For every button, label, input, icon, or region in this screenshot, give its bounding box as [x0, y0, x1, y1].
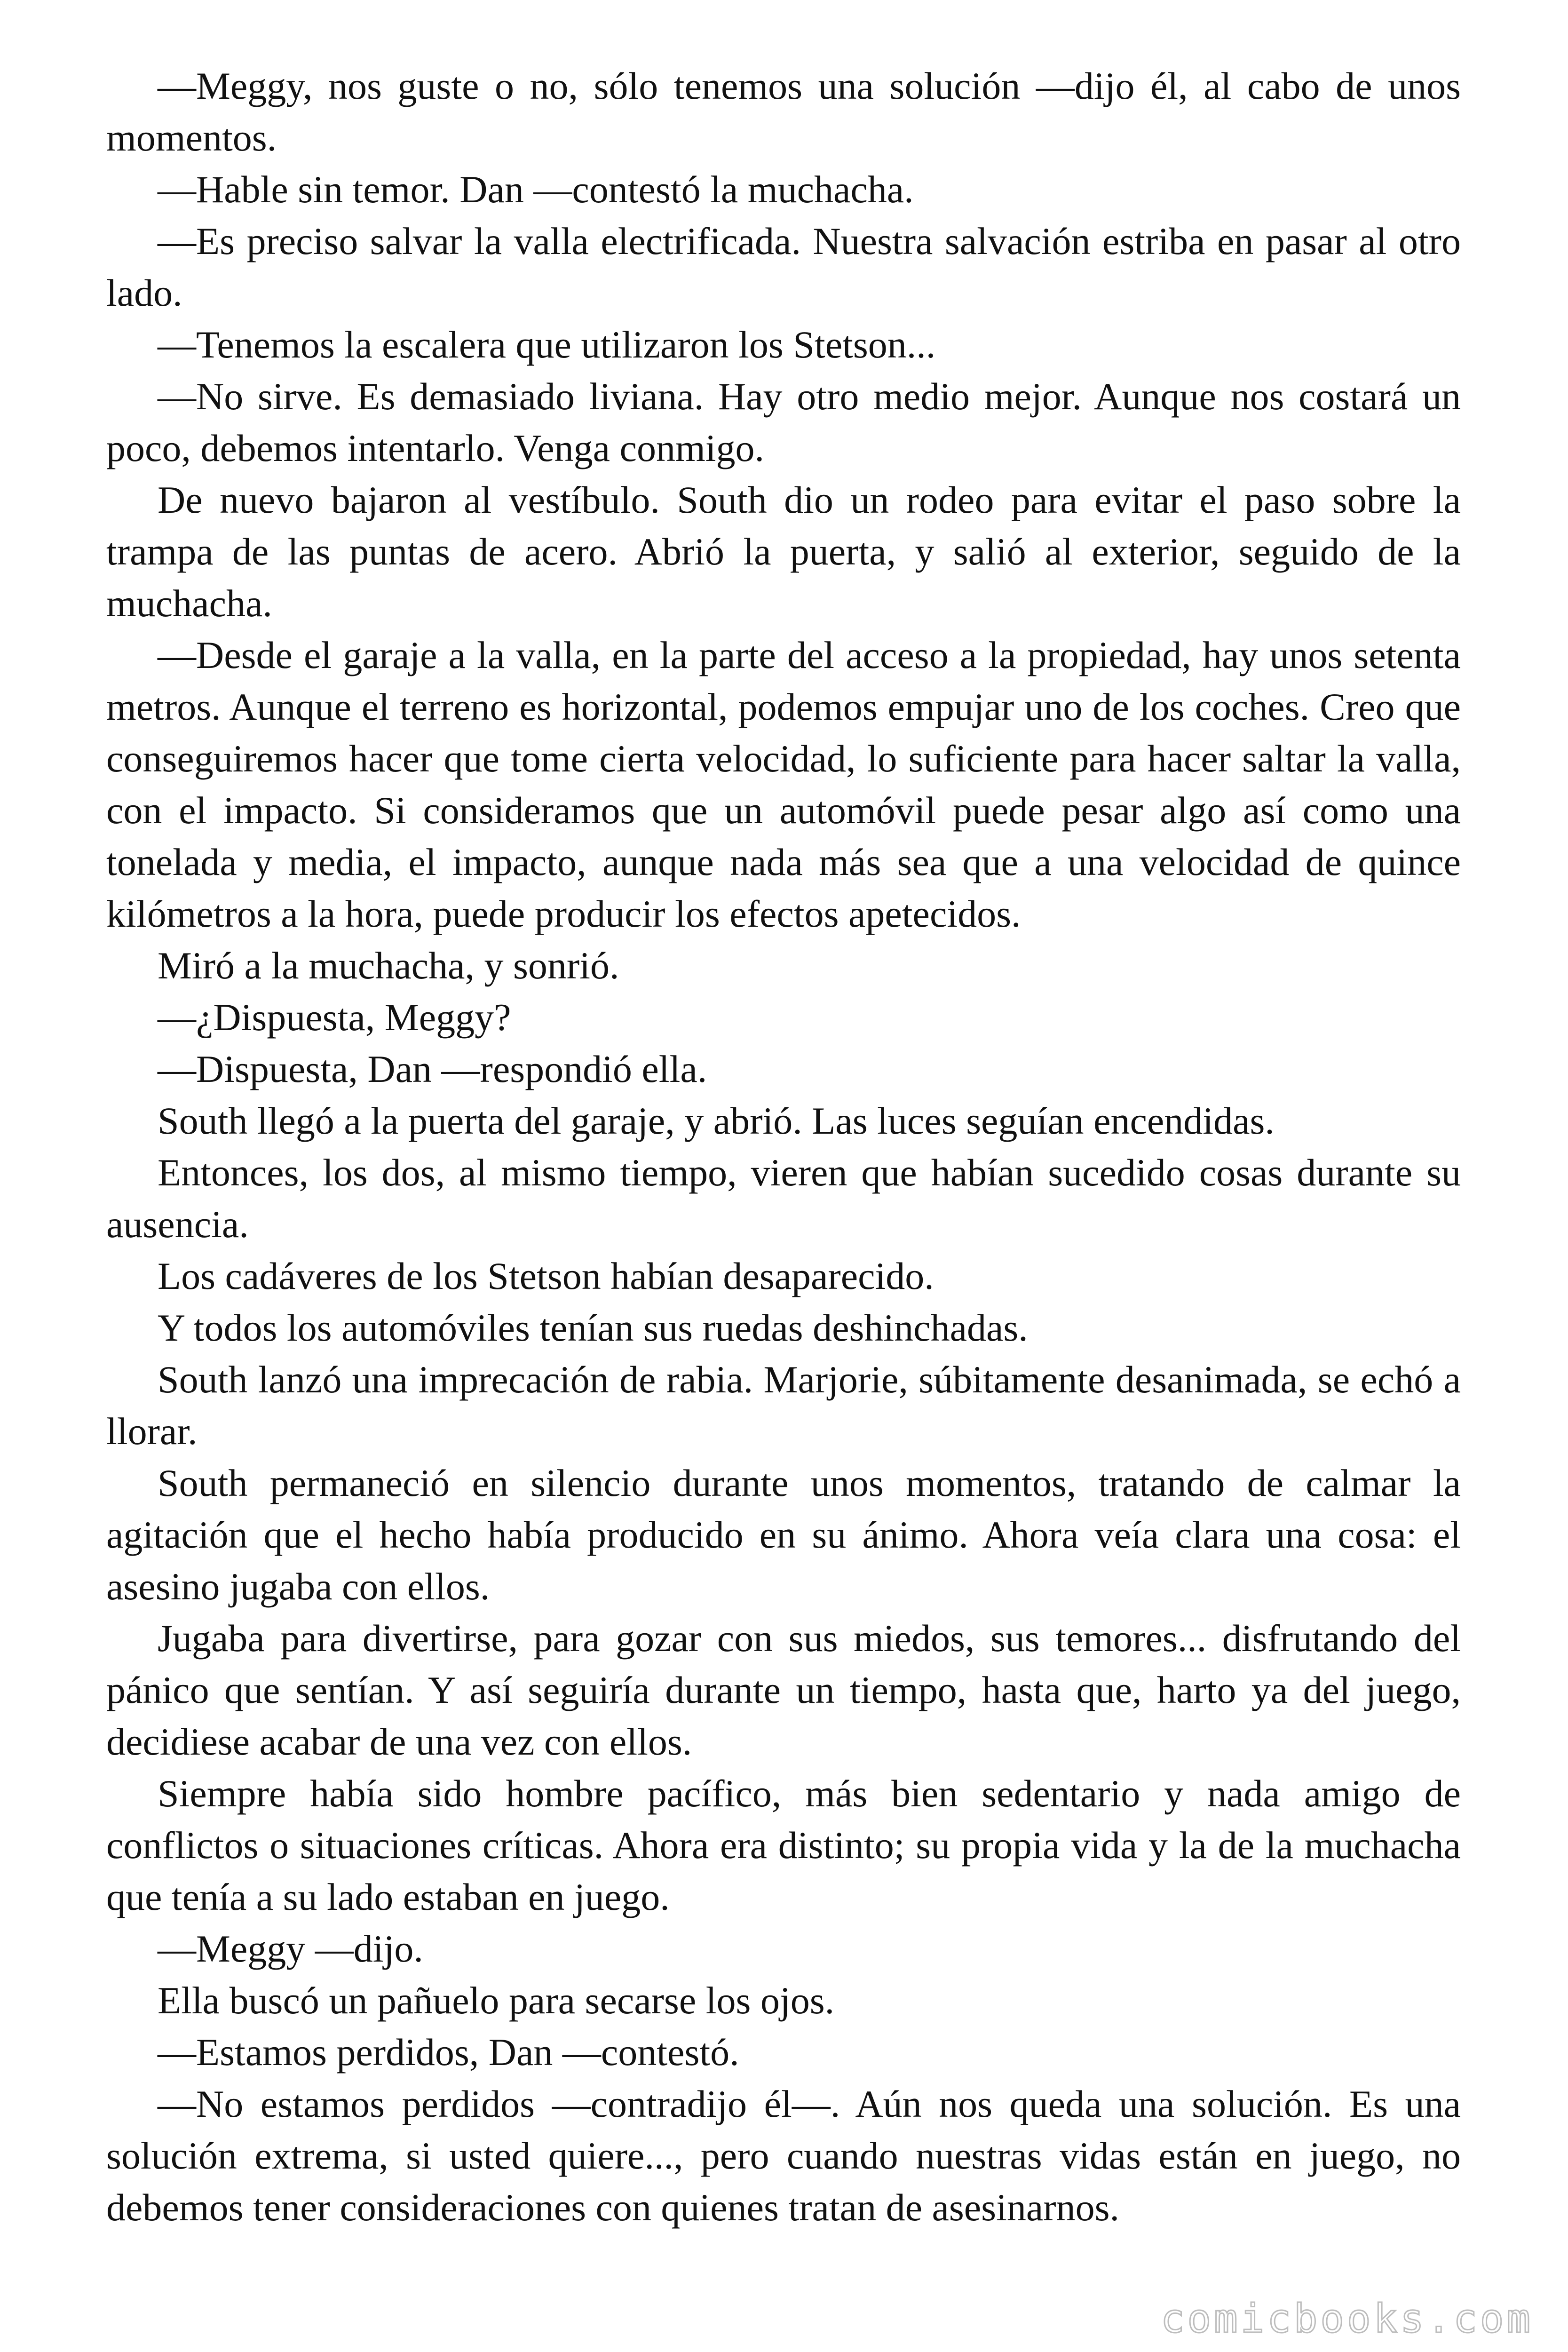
paragraph: —Es preciso salvar la valla electrificada. Nuestra salvación estriba en pasar al otro lado. [106, 220, 1461, 314]
paragraph: Los cadáveres de los Stetson habían desaparecido. [158, 1255, 934, 1297]
paragraph: —Tenemos la escalera que utilizaron los Stetson... [158, 323, 936, 366]
paragraph: Miró a la muchacha, y sonrió. [158, 944, 619, 987]
paragraph: Y todos los automóviles tenían sus ruedas deshinchadas. [158, 1306, 1028, 1349]
paragraph: —¿Dispuesta, Meggy? [158, 996, 511, 1039]
paragraph: South permaneció en silencio durante unos momentos, tratando de calmar la agitación que el hecho había producido en su ánimo. Ahora veía clara una cosa: el asesino jugaba con ellos. [106, 1462, 1461, 1608]
watermark: comicbooks.com [1160, 2296, 1533, 2342]
paragraph: —Estamos perdidos, Dan —contestó. [158, 2031, 739, 2074]
paragraph: Ella buscó un pañuelo para secarse los ojos. [158, 1979, 835, 2022]
paragraph: South llegó a la puerta del garaje, y abrió. Las luces seguían encendidas. [158, 1099, 1275, 1142]
paragraph: —No estamos perdidos —contradijo él—. Aún nos queda una solución. Es una solución extrema, si usted quiere..., pero cuando nuestras vidas están en juego, no debemos tener consideraciones con quienes tratan de asesinarnos. [106, 2082, 1461, 2229]
paragraph: —Hable sin temor. Dan —contestó la muchacha. [158, 168, 914, 211]
paragraph: South lanzó una imprecación de rabia. Marjorie, súbitamente desanimada, se echó a llorar. [106, 1358, 1461, 1453]
paragraph: Jugaba para divertirse, para gozar con sus miedos, sus temores... disfrutando del pánico que sentían. Y así seguiría durante un tiempo, hasta que, harto ya del juego, decidiese acabar de una vez con ellos. [106, 1617, 1461, 1763]
paragraph: —Desde el garaje a la valla, en la parte del acceso a la propiedad, hay unos setenta metros. Aunque el terreno es horizontal, podemos empujar uno de los coches. Creo que conseguiremos hacer que tome cierta velocidad, lo suficiente para hacer saltar la valla, con el impacto. Si consideramos que un automóvil puede pesar algo así como una tonelada y media, el impacto, aunque nada más sea que a una velocidad de quince kilómetros a la hora, puede producir los efectos apetecidos. [106, 634, 1461, 935]
book-page [106, 60, 1461, 2233]
paragraph: —Meggy —dijo. [158, 1927, 423, 1970]
paragraph: —No sirve. Es demasiado liviana. Hay otro medio mejor. Aunque nos costará un poco, debemos intentarlo. Venga conmigo. [106, 375, 1461, 469]
paragraph: De nuevo bajaron al vestíbulo. South dio un rodeo para evitar el paso sobre la trampa de las puntas de acero. Abrió la puerta, y salió al exterior, seguido de la muchacha. [106, 478, 1461, 625]
paragraph: Entonces, los dos, al mismo tiempo, vieren que habían sucedido cosas durante su ausencia. [106, 1151, 1461, 1246]
paragraph: —Dispuesta, Dan —respondió ella. [158, 1048, 707, 1090]
paragraph: —Meggy, nos guste o no, sólo tenemos una solución —dijo él, al cabo de unos momentos. [106, 64, 1461, 159]
paragraph: Siempre había sido hombre pacífico, más bien sedentario y nada amigo de conflictos o situaciones críticas. Ahora era distinto; su propia vida y la de la muchacha que tenía a su lado estaban en juego. [106, 1772, 1461, 1918]
